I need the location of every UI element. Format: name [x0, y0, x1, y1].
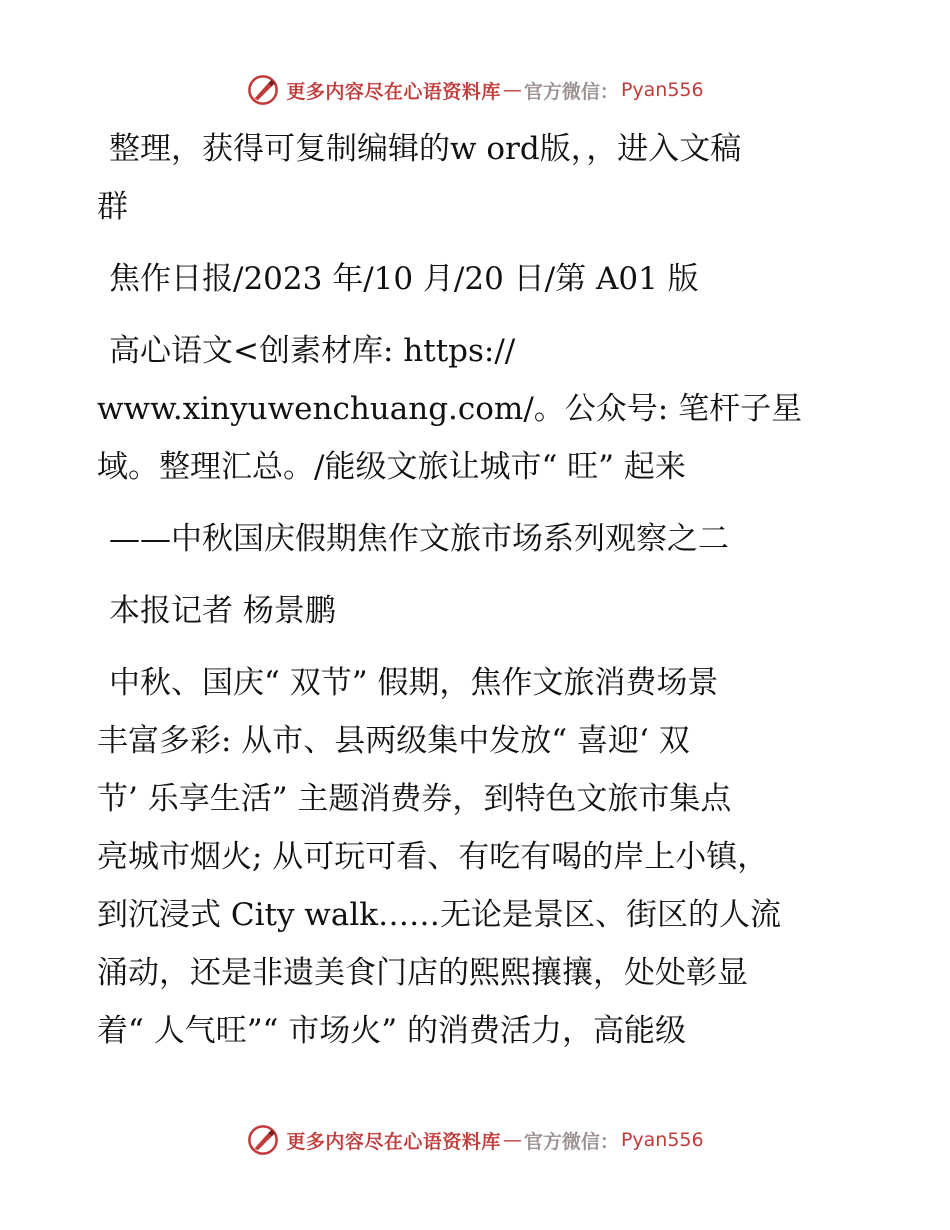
source-line: 焦作日报/2023 年/10 月/20 日/第 A01 版 — [109, 261, 699, 297]
banner-official-label: 官方微信： — [523, 1130, 619, 1153]
text-line: 亮城市烟火; 从可玩可看、有吃有喝的岸上小镇， — [97, 839, 769, 875]
intro-paragraph — [97, 120, 857, 236]
text-line: 群 — [97, 189, 128, 225]
text-line: 涌动，还是非遗美食门店的熙熙攘攘，处处彰显 — [97, 955, 748, 991]
banner-dash: — — [502, 1129, 522, 1151]
text-line: 域。整理汇总。/能级文旅让城市“ 旺” 起来 — [97, 449, 686, 485]
text-line: 节’ 乐享生活” 主题消费券，到特色文旅市集点 — [97, 781, 732, 817]
header-watermark-banner — [0, 70, 950, 110]
banner-slogan: 更多内容尽在心语资料库 — [286, 1130, 501, 1153]
banner-wechat-id: Pyan556 — [620, 79, 704, 101]
text-line: 丰富多彩: 从市、县两级集中发放“ 喜迎‘ 双 — [97, 723, 690, 759]
footer-watermark-banner — [0, 1120, 950, 1160]
banner-wechat-id: Pyan556 — [620, 1129, 704, 1151]
banner-dash: — — [502, 79, 522, 101]
text-line: 中秋、国庆“ 双节” 假期，焦作文旅消费场景 — [109, 665, 719, 701]
text-line: www.xinyuwenchuang.com/。公众号: 笔杆子星 — [97, 391, 803, 427]
banner-slogan: 更多内容尽在心语资料库 — [286, 80, 501, 103]
source-note-paragraph — [97, 322, 857, 496]
pen-logo-icon — [246, 1123, 280, 1157]
byline: 本报记者 杨景鹏 — [109, 593, 336, 629]
body-paragraph — [97, 654, 857, 1060]
text-line: 到沉浸式 City walk……无论是景区、街区的人流 — [97, 897, 782, 933]
banner-official-label: 官方微信： — [523, 80, 619, 103]
pen-logo-icon — [246, 73, 280, 107]
text-line: 着“ 人气旺”“ 市场火” 的消费活力，高能级 — [97, 1013, 686, 1049]
subtitle: ——中秋国庆假期焦作文旅市场系列观察之二 — [109, 521, 729, 557]
text-line: 整理，获得可复制编辑的w ord版，，进入文稿 — [109, 131, 742, 167]
text-line: 高心语文<创素材库: https:// — [109, 333, 516, 369]
document-body — [97, 120, 857, 1074]
